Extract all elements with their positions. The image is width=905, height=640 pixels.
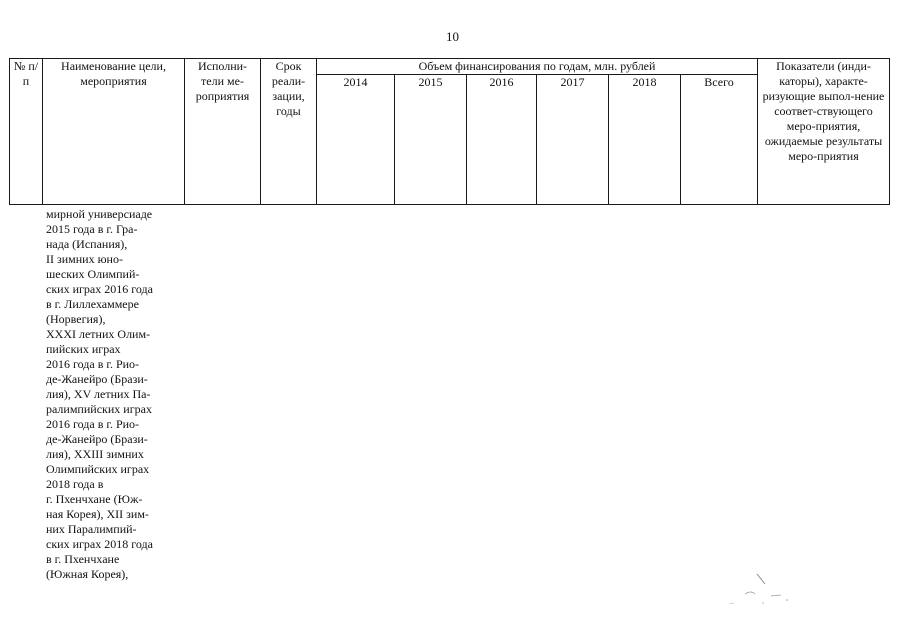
text-line: в г. Лиллехаммере: [46, 297, 139, 311]
text-line: (Норвегия),: [46, 312, 106, 326]
text-line: де-Жанейро (Брази-: [46, 432, 148, 446]
header-year-2016: 2016: [467, 75, 537, 205]
text-line: пийских играх: [46, 342, 121, 356]
header-year-2017: 2017: [537, 75, 609, 205]
text-line: лия), XXIII зимних: [46, 447, 144, 461]
text-line: 2016 года в г. Рио-: [46, 357, 140, 371]
header-term: Срок реали-зации, годы: [261, 59, 317, 205]
event-name-text: [46, 207, 190, 582]
page-number: 10: [446, 29, 459, 44]
header-indicators: Показатели (инди-каторы), характе-ризующие выпол-нение соответ-ствующего меро-приятия, ожидаемые результаты меро-приятия: [758, 59, 890, 205]
text-line: 2016 года в г. Рио-: [46, 417, 140, 431]
plan-table-header: [9, 58, 890, 205]
text-line: XXXI летних Олим-: [46, 327, 151, 341]
text-line: Олимпийских играх: [46, 462, 150, 476]
text-line: (Южная Корея),: [46, 567, 129, 581]
text-line: де-Жанейро (Брази-: [46, 372, 148, 386]
text-line: 2015 года в г. Гра-: [46, 222, 138, 236]
text-line: лия), XV летних Па-: [46, 387, 151, 401]
scan-artifact-marks: [725, 570, 815, 610]
header-year-2014: 2014: [317, 75, 395, 205]
header-total: Всего: [681, 75, 758, 205]
header-year-2018: 2018: [609, 75, 681, 205]
header-executors: Исполни-тели ме-роприятия: [185, 59, 261, 205]
text-line: ских играх 2016 года: [46, 282, 153, 296]
header-funding: Объем финансирования по годам, млн. рублей: [317, 59, 758, 75]
text-line: шеских Олимпий-: [46, 267, 140, 281]
text-line: мирной универсиаде: [46, 207, 153, 221]
text-line: II зимних юно-: [46, 252, 123, 266]
header-name: Наименование цели, мероприятия: [43, 59, 185, 205]
header-num: № п/п: [10, 59, 43, 205]
text-line: ских играх 2018 года: [46, 537, 153, 551]
text-line: них Паралимпий-: [46, 522, 137, 536]
text-line: нада (Испания),: [46, 237, 128, 251]
text-line: ралимпийских играх: [46, 402, 152, 416]
header-year-2015: 2015: [395, 75, 467, 205]
text-line: 2018 года в: [46, 477, 104, 491]
text-line: ная Корея), XII зим-: [46, 507, 149, 521]
text-line: г. Пхенчхане (Юж-: [46, 492, 143, 506]
text-line: в г. Пхенчхане: [46, 552, 120, 566]
